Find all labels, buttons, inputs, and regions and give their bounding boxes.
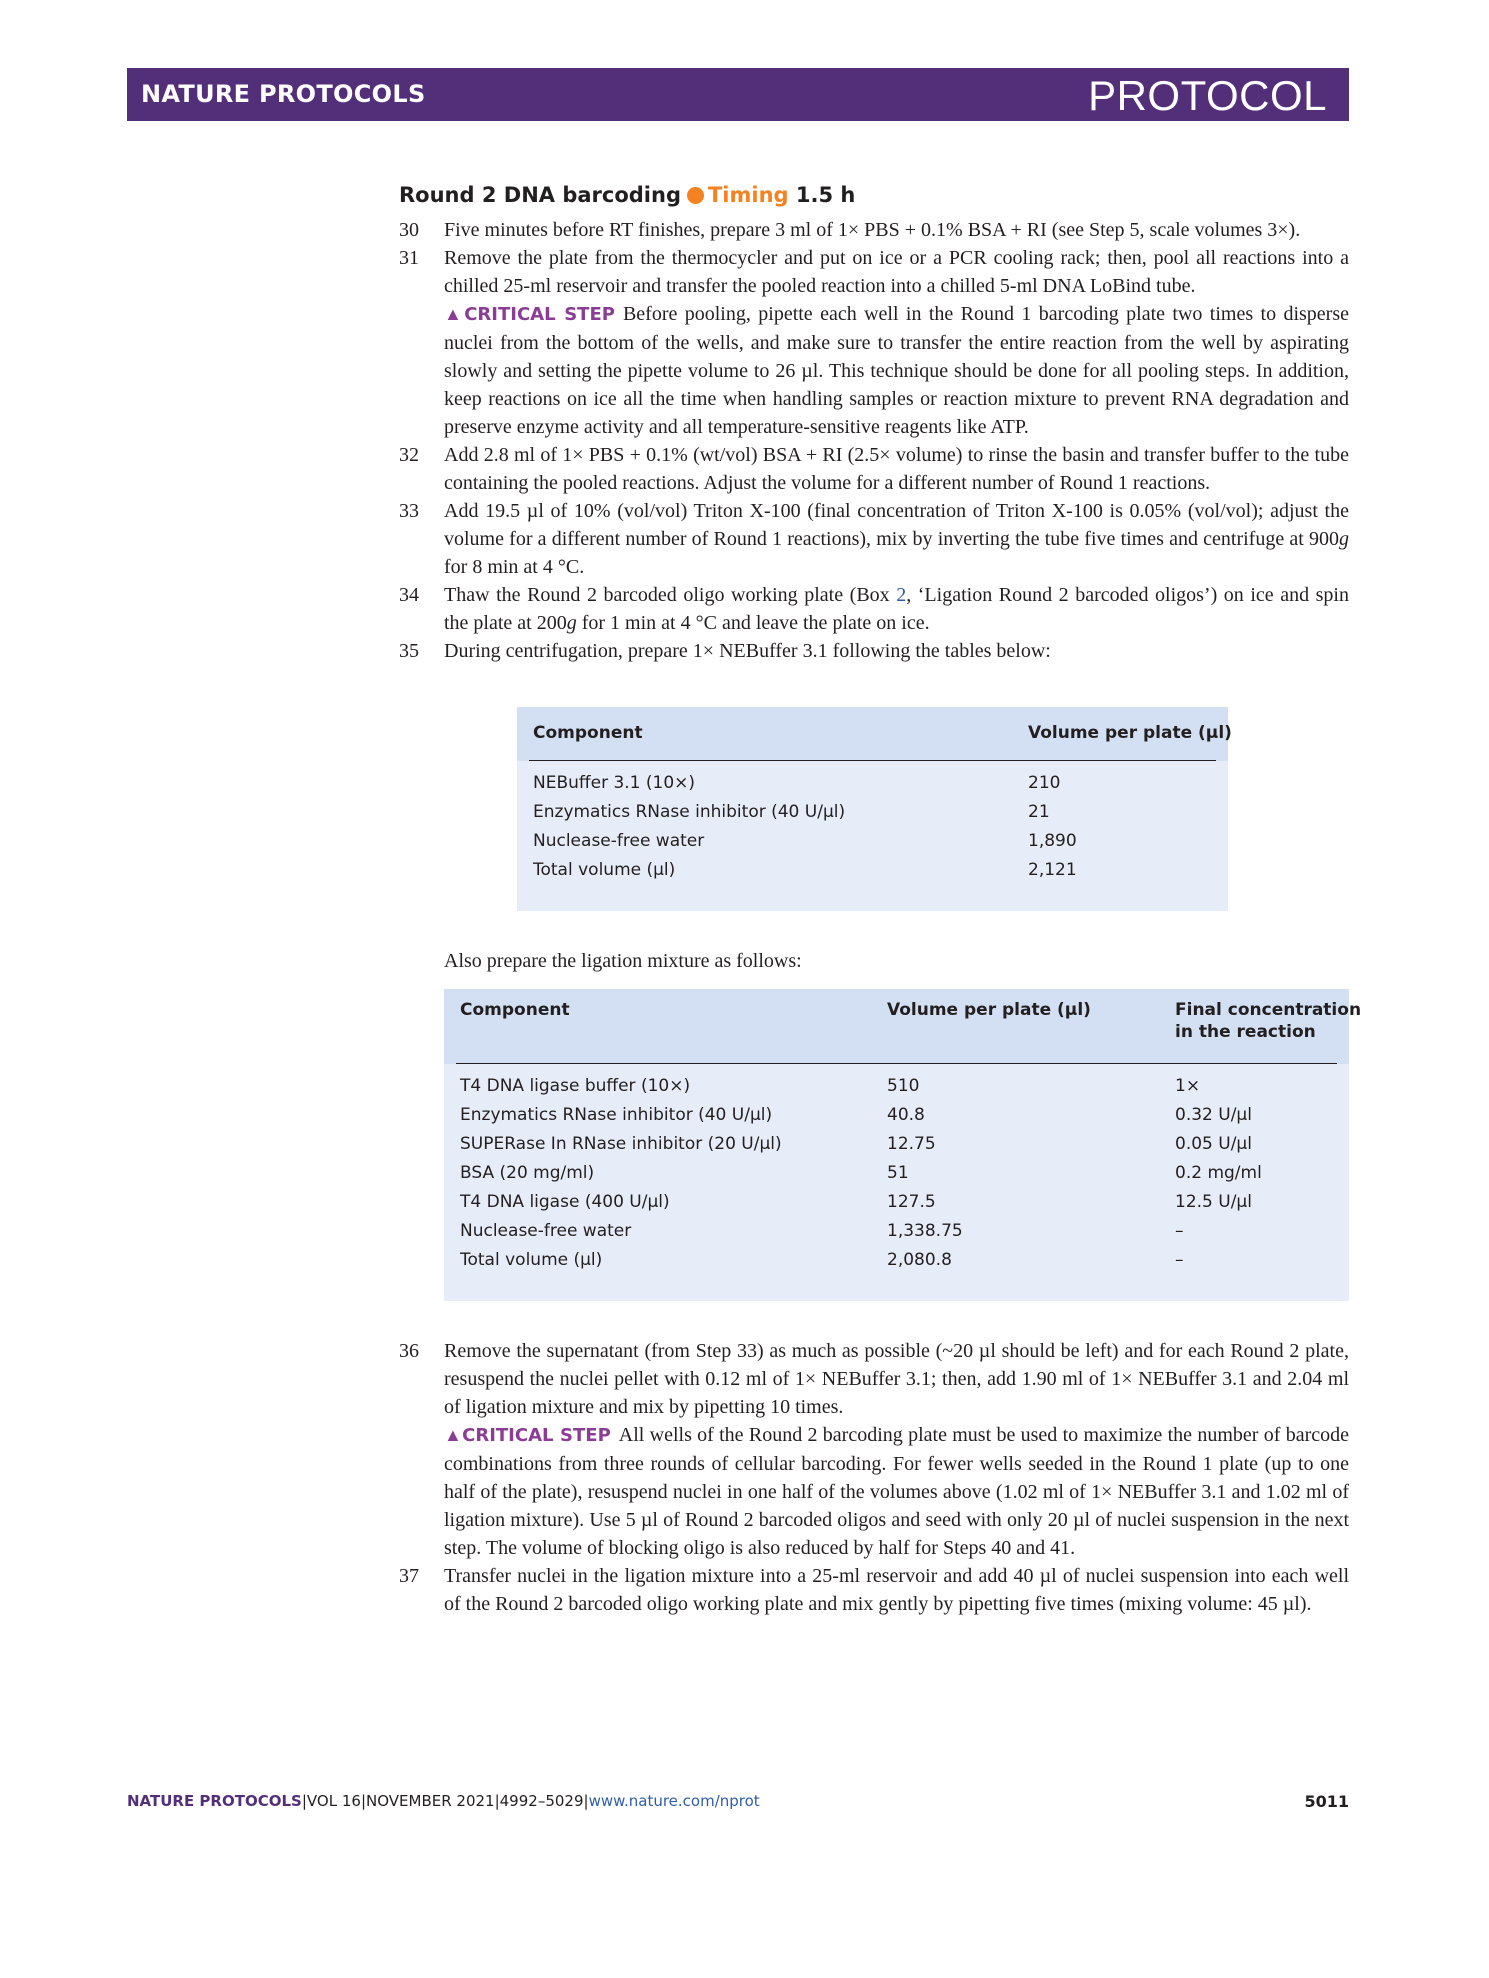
table-row xyxy=(517,798,1228,827)
step-text-part: for 1 min at 4 °C and leave the plate on ice. xyxy=(576,612,930,634)
g-force-unit: g xyxy=(566,612,577,634)
journal-name: NATURE PROTOCOLS xyxy=(141,80,426,108)
step-37 xyxy=(399,1562,1349,1618)
table-row xyxy=(444,1072,1349,1101)
table-row xyxy=(517,827,1228,856)
step-text-part: Thaw the Round 2 barcoded oligo working plate (Box xyxy=(444,584,897,606)
box-2-link[interactable]: 2 xyxy=(896,584,907,606)
cell-final-concentration: 12.5 U/µl xyxy=(1175,1192,1252,1212)
cell-volume: 51 xyxy=(887,1163,909,1183)
critical-step-note xyxy=(444,300,1349,441)
warning-triangle-icon: ▲ xyxy=(444,304,465,324)
footer-separator: | xyxy=(360,1792,366,1810)
footer-separator: | xyxy=(583,1792,589,1810)
timing-label: Timing xyxy=(707,183,789,207)
cell-volume: 21 xyxy=(1028,802,1050,822)
section-title: Round 2 DNA barcoding xyxy=(399,183,681,207)
cell-volume: 1,338.75 xyxy=(887,1221,963,1241)
header-final-concentration: Final concentration xyxy=(1175,1000,1362,1020)
g-force-unit: g xyxy=(1339,528,1349,550)
step-32 xyxy=(399,441,1349,497)
critical-step-text: Before pooling, pipette each well in the Round 1 barcoding plate two times to disperse nuclei from the bottom of the wells, and make sure to transfer the entire reaction from the well by aspirating slowly and setting the pipette volume to 26 µl. This technique should be done for all pooling steps. In addition, keep reactions on ice all the time when handling samples or reaction mixture to prevent RNA degradation and preserve enzyme activity and all temperature-sensitive reagents like ATP. xyxy=(444,303,1349,438)
cell-component: NEBuffer 3.1 (10×) xyxy=(533,773,696,793)
step-text: Five minutes before RT finishes, prepare 3 ml of 1× PBS + 0.1% BSA + RI (see Step 5, scale volumes 3×). xyxy=(444,219,1301,241)
cell-volume: 1,890 xyxy=(1028,831,1077,851)
step-number: 36 xyxy=(399,1340,419,1362)
cell-component: SUPERase In RNase inhibitor (20 U/µl) xyxy=(460,1134,782,1154)
cell-final-concentration: 0.2 mg/ml xyxy=(1175,1163,1262,1183)
cell-final-concentration: – xyxy=(1175,1250,1184,1270)
step-34 xyxy=(399,581,1349,637)
footer-pages: 4992–5029 xyxy=(499,1792,584,1810)
step-number: 37 xyxy=(399,1565,419,1587)
cell-component: BSA (20 mg/ml) xyxy=(460,1163,595,1183)
step-number: 32 xyxy=(399,444,419,466)
step-36 xyxy=(399,1337,1349,1562)
step-35 xyxy=(399,637,1349,665)
critical-step-note xyxy=(444,1421,1349,1562)
page-footer xyxy=(127,1792,760,1810)
step-30 xyxy=(399,216,1349,244)
cell-final-concentration: 0.32 U/µl xyxy=(1175,1105,1252,1125)
step-number: 33 xyxy=(399,500,419,522)
header-in-the-reaction: in the reaction xyxy=(1175,1022,1316,1042)
journal-header-bar xyxy=(127,68,1349,121)
cell-volume: 2,080.8 xyxy=(887,1250,952,1270)
table-row xyxy=(444,1188,1349,1217)
footer-date: NOVEMBER 2021 xyxy=(366,1792,495,1810)
step-number: 30 xyxy=(399,219,419,241)
header-rule xyxy=(456,1063,1337,1064)
cell-component: Nuclease-free water xyxy=(533,831,705,851)
header-rule xyxy=(529,760,1216,761)
timing-value: 1.5 h xyxy=(795,183,856,207)
cell-component: Total volume (µl) xyxy=(460,1250,603,1270)
cell-component: T4 DNA ligase (400 U/µl) xyxy=(460,1192,670,1212)
header-volume: Volume per plate (µl) xyxy=(1028,723,1232,743)
cell-final-concentration: – xyxy=(1175,1221,1184,1241)
main-content xyxy=(399,180,1362,1618)
table-row xyxy=(444,1217,1349,1246)
table-row xyxy=(517,856,1228,885)
ligation-mixture-table xyxy=(444,989,1362,1301)
article-type: PROTOCOL xyxy=(1088,72,1327,119)
step-number: 31 xyxy=(399,247,419,269)
table-row xyxy=(444,1159,1349,1188)
cell-volume: 2,121 xyxy=(1028,860,1077,880)
footer-journal: NATURE PROTOCOLS xyxy=(127,1792,302,1810)
page-number: 5011 xyxy=(1304,1792,1349,1811)
cell-volume: 510 xyxy=(887,1076,920,1096)
step-31 xyxy=(399,244,1349,441)
step-text: Transfer nuclei in the ligation mixture into a 25-ml reservoir and add 40 µl of nuclei suspension into each well of the Round 2 barcoded oligo working plate and mix gently by pipetting five times (mixing volume: 45 µl). xyxy=(444,1565,1349,1615)
step-33 xyxy=(399,497,1349,581)
step-text: Remove the plate from the thermocycler and put on ice or a PCR cooling rack; then, pool all reactions into a chilled 25-ml reservoir and transfer the pooled reaction into a chilled 5-ml DNA LoBind tube. xyxy=(444,247,1349,297)
table-row xyxy=(517,769,1228,798)
footer-separator: | xyxy=(494,1792,500,1810)
critical-step-label: CRITICAL STEP xyxy=(464,304,615,325)
table-row xyxy=(444,1130,1349,1159)
critical-step-text: All wells of the Round 2 barcoding plate must be used to maximize the number of barcode combinations from three rounds of cellular barcoding. For fewer wells seeded in the Round 1 plate (up to one half of the plate), resuspend nuclei in one half of the volumes above (1.02 ml of 1× NEBuffer 3.1 and 1.02 ml of ligation mixture). Use 5 µl of Round 2 barcoded oligos and seed with only 20 µl of nuclei suspension in the next step. The volume of blocking oligo is also reduced by half for Steps 40 and 41. xyxy=(444,1424,1349,1559)
cell-final-concentration: 0.05 U/µl xyxy=(1175,1134,1252,1154)
cell-volume: 40.8 xyxy=(887,1105,925,1125)
table-header xyxy=(444,989,1362,1064)
step-text-part: for 8 min at 4 °C. xyxy=(444,556,585,578)
warning-triangle-icon: ▲ xyxy=(444,1425,463,1445)
step-number: 34 xyxy=(399,584,419,606)
step-text: Add 2.8 ml of 1× PBS + 0.1% (wt/vol) BSA + RI (2.5× volume) to rinse the basin and transfer buffer to the tube containing the pooled reactions. Adjust the volume for a different number of Round 1 reactions. xyxy=(444,444,1349,494)
footer-url-link[interactable]: www.nature.com/nprot xyxy=(588,1792,760,1810)
section-heading xyxy=(399,180,1349,210)
footer-separator: | xyxy=(301,1792,307,1810)
ligation-intro-text: Also prepare the ligation mixture as follows: xyxy=(444,950,802,972)
cell-component: Enzymatics RNase inhibitor (40 U/µl) xyxy=(460,1105,773,1125)
step-text: Remove the supernatant (from Step 33) as much as possible (~20 µl should be left) and for each Round 2 plate, resuspend the nuclei pellet with 0.12 ml of 1× NEBuffer 3.1; then, add 1.90 ml of 1× NEBuffer 3.1 and 2.04 ml of ligation mixture and mix by pipetting 10 times. xyxy=(444,1340,1349,1418)
cell-volume: 210 xyxy=(1028,773,1061,793)
cell-component: Nuclease-free water xyxy=(460,1221,632,1241)
header-volume: Volume per plate (µl) xyxy=(887,1000,1091,1020)
footer-volume: VOL 16 xyxy=(306,1792,361,1810)
cell-volume: 12.75 xyxy=(887,1134,936,1154)
table-header xyxy=(517,707,1232,761)
header-component: Component xyxy=(533,723,643,743)
critical-step-label: CRITICAL STEP xyxy=(462,1425,611,1446)
step-text: During centrifugation, prepare 1× NEBuffer 3.1 following the tables below: xyxy=(444,640,1051,662)
step-text-part: , ‘Ligation Round 2 barcoded oligos’) on ice and spin the plate at 200 xyxy=(444,584,1349,634)
table-row xyxy=(444,1246,1349,1275)
header-component: Component xyxy=(460,1000,570,1020)
cell-volume: 127.5 xyxy=(887,1192,936,1212)
nebuffer-table xyxy=(517,707,1232,911)
step-text-part: Add 19.5 µl of 10% (vol/vol) Triton X-100 (final concentration of Triton X-100 is 0.05% (vol/vol); adjust the volume for a different number of Round 1 reactions), mix by inverting the tube five times and centrifuge at 900 xyxy=(444,500,1349,550)
cell-component: Enzymatics RNase inhibitor (40 U/µl) xyxy=(533,802,846,822)
cell-component: Total volume (µl) xyxy=(533,860,676,880)
table-row xyxy=(444,1101,1349,1130)
step-text xyxy=(444,581,1349,637)
step-text xyxy=(444,497,1349,581)
timing-dot-icon xyxy=(687,187,704,204)
cell-final-concentration: 1× xyxy=(1175,1076,1201,1096)
step-number: 35 xyxy=(399,640,419,662)
cell-component: T4 DNA ligase buffer (10×) xyxy=(460,1076,691,1096)
